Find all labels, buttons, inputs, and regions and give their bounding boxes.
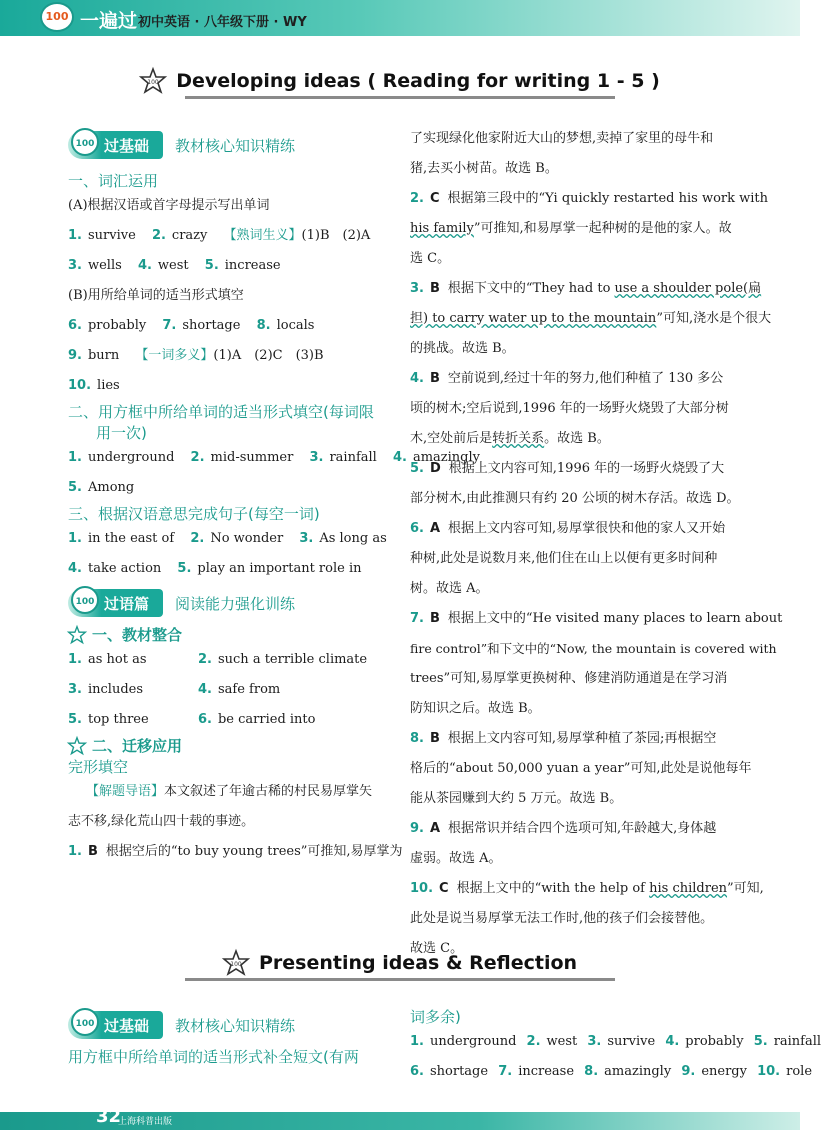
heading-cloze: 完形填空 (68, 758, 129, 776)
answer-row: 1. underground 2. west 3. survive 4. probably 5. rainfall (410, 1034, 821, 1049)
answer-row: 4. take action 5. play an important role in (68, 561, 362, 576)
explanation-line: 能从茶园赚到大约 5 万元。故选 B。 (410, 791, 623, 806)
sub-heading-a: (A)根据汉语或首字母提示写出单词 (68, 198, 270, 213)
explanation-line: 7. B 根据上文中的“He visited many places to learn about (410, 611, 783, 626)
svg-text:100: 100 (75, 1019, 95, 1029)
publisher: 上海科普出版 (118, 1117, 173, 1127)
explanation-line: 树。故选 A。 (410, 581, 489, 596)
section-title-presenting (0, 950, 800, 980)
explanation-line: his family”可推知,和易厚掌一起种树的是他的家人。故 (410, 221, 732, 236)
heading-fill-text: 用方框中所给单词的适当形式补全短文(有两 (68, 1048, 359, 1066)
heading-vocab: 一、词汇运用 (68, 172, 159, 190)
explanation-line: 3. B 根据下文中的“They had to use a shoulder pole(扁 (410, 281, 762, 296)
svg-text:100: 100 (230, 961, 242, 968)
answer-row: 1. B 根据空后的“to buy young trees”可推知,易厚掌为 (68, 844, 403, 859)
explanation-line: 故选 C。 (410, 941, 464, 956)
explanation-line: 此处是说当易厚掌无法工作时,他的孩子们会接替他。 (410, 911, 714, 926)
banner-label: 过基础 (104, 136, 150, 155)
explanation-line: 10. C 根据上文中的“with the help of his children”可知, (410, 881, 764, 896)
banner-desc: 阅读能力强化训练 (175, 594, 296, 613)
answer-row: 1. in the east of 2. No wonder 3. As long as (68, 531, 387, 546)
section-title-text: Developing ideas ( Reading for writing 1 - 5 ) (176, 70, 660, 92)
explanation-line: 猪,去买小树苗。故选 B。 (410, 161, 558, 176)
explanation-line: 种树,此处是说数月来,他们住在山上以便有更多时间种 (410, 551, 718, 566)
banner-label: 过语篇 (104, 594, 150, 613)
divider (185, 96, 615, 99)
banner-desc: 教材核心知识精练 (175, 1016, 296, 1035)
explanation-line: 了实现绿化他家附近大山的梦想,卖掉了家里的母牛和 (410, 131, 714, 146)
right-column (410, 124, 783, 964)
heading-fill-text-cont: 词多余) (410, 1008, 461, 1026)
answer-row: 6. shortage 7. increase 8. amazingly 9. energy 10. role (410, 1064, 813, 1079)
answer-row: 1. survive 2. crazy 【熟词生义】(1)B (2)A (68, 228, 371, 243)
explanation-line: 虚弱。故选 A。 (410, 851, 502, 866)
guide-text-cont: 志不移,绿化荒山四十载的事迹。 (68, 814, 255, 829)
banner-basic (68, 128, 398, 162)
banner-label: 过基础 (104, 1016, 150, 1035)
explanation-line: 防知识之后。故选 B。 (410, 701, 541, 716)
explanation-line: fire control”和下文中的“Now, the mountain is covered with (410, 641, 777, 656)
footer-bar (0, 1106, 800, 1130)
explanation-line: 6. A 根据上文内容可知,易厚掌很快和他的家人又开始 (410, 521, 726, 536)
answer-row: 9. burn 【一词多义】(1)A (2)C (3)B (68, 348, 324, 363)
sub-heading-b: (B)用所给单词的适当形式填空 (68, 288, 244, 303)
explanation-line: 9. A 根据常识并结合四个选项可知,年龄越大,身体越 (410, 821, 717, 836)
banner-reading (68, 586, 398, 620)
answer-row: 1. as hot as 2. such a terrible climate (68, 652, 368, 667)
mascot-icon (70, 127, 100, 157)
heading-integrate: 一、教材整合 (68, 624, 398, 645)
mascot-icon (70, 1007, 100, 1037)
explanation-line: 4. B 空前说到,经过十年的努力,他们种植了 130 多公 (410, 371, 724, 386)
heading-fill-cont: 用一次) (96, 424, 147, 442)
explanation-line: 8. B 根据上文内容可知,易厚掌种植了茶园;再根据空 (410, 731, 717, 746)
section-title-developing (0, 68, 800, 98)
explanation-line: 5. D 根据上文内容可知,1996 年的一场野火烧毁了大 (410, 461, 725, 476)
explanation-line: 顷的树木;空后说到,1996 年的一场野火烧毁了大部分树 (410, 401, 729, 416)
svg-text:100: 100 (75, 597, 95, 607)
answer-row: 10. lies (68, 378, 120, 393)
heading-sentences: 三、根据汉语意思完成句子(每空一词) (68, 505, 320, 523)
explanation-line: 部分树木,由此推测只有约 20 公顷的树木存活。故选 D。 (410, 491, 740, 506)
answer-row: 3. wells 4. west 5. increase (68, 258, 281, 273)
explanation-line: 2. C 根据第三段中的“Yi quickly restarted his work with (410, 191, 768, 206)
bottom-right (410, 1006, 821, 1087)
answer-row: 5. top three 6. be carried into (68, 712, 316, 727)
answer-row: 6. probably 7. shortage 8. locals (68, 318, 315, 333)
explanation-line: 选 C。 (410, 251, 451, 266)
svg-text:100: 100 (147, 79, 159, 86)
star-icon (68, 737, 86, 755)
star-icon (68, 626, 86, 644)
star-icon (223, 950, 249, 976)
explanation-line: trees”可知,易厚掌更换树种、修建消防通道是在学习消 (410, 671, 728, 686)
header-bar (0, 0, 800, 36)
brand-name: 一遍过 (80, 10, 138, 32)
explanation-line: 的挑战。故选 B。 (410, 341, 515, 356)
answer-row: 1. underground 2. mid-summer 3. rainfall 4. amazingly (68, 450, 480, 465)
logo: 100 (40, 2, 74, 32)
heading-transfer: 二、迁移应用 (68, 735, 398, 756)
answer-row: 3. includes 4. safe from (68, 682, 281, 697)
explanation-line: 担) to carry water up to the mountain”可知,浇水是个很大 (410, 311, 772, 326)
page-number: 32 (96, 1106, 122, 1127)
bottom-left (68, 1008, 403, 1067)
book-title: 初中英语 · 八年级下册 · WY (138, 15, 307, 30)
svg-text:100: 100 (75, 139, 95, 149)
section-title-text: Presenting ideas & Reflection (258, 952, 578, 974)
mascot-icon (70, 585, 100, 615)
explanation-line: 木,空处前后是转折关系。故选 B。 (410, 431, 610, 446)
divider (185, 978, 615, 981)
answer-row: 5. Among (68, 480, 135, 495)
explanation-line: 格后的“about 50,000 yuan a year”可知,此处是说他每年 (410, 761, 752, 776)
banner-basic-2 (68, 1008, 403, 1042)
heading-fill: 二、用方框中所给单词的适当形式填空(每词限 (68, 403, 374, 421)
star-icon (140, 68, 166, 94)
banner-desc: 教材核心知识精练 (175, 136, 296, 155)
guide-text: 【解题导语】本文叙述了年逾古稀的村民易厚掌矢 (86, 784, 373, 799)
